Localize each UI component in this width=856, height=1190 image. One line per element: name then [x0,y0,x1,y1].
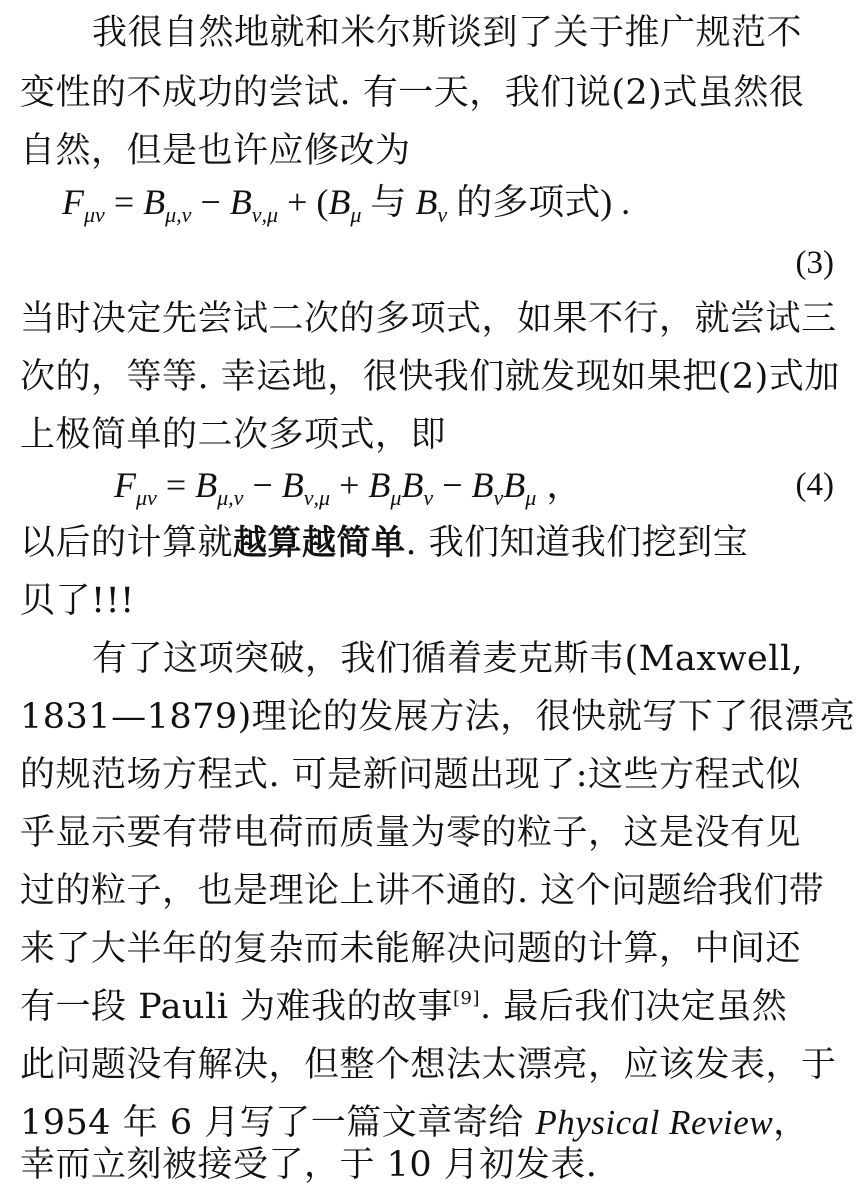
para1-line1: 我很自然地就和米尔斯谈到了关于推广规范不 [92,13,803,53]
para2-line3: 上极简单的二次多项式，即 [20,415,447,455]
para4-line6: 来了大半年的复杂而未能解决问题的计算，中间还 [20,929,802,969]
para3-line2: 贝了!!! [20,581,135,621]
equation-3: $F_{\mu\nu} = B_{\mu,\nu} - B_{\nu,\mu} + (B_\mu$ 与 $B_\nu$ 的多项式) . [62,182,631,227]
para3-line1: 以后的计算就越算越简单. 我们知道我们挖到宝 [20,523,749,563]
citation-reference: [9] [453,988,481,1009]
para4-line8: 此问题没有解决，但整个想法太漂亮，应该发表，于 [20,1045,837,1085]
para4-line3: 的规范场方程式. 可是新问题出现了:这些方程式似 [20,755,802,795]
equation-4-number: (4) [795,467,834,503]
para4-line7: 有一段 Pauli 为难我的故事[9]. 最后我们决定虽然 [20,987,788,1027]
para4-line2: 1831—1879)理论的发展方法，很快就写下了很漂亮 [20,697,856,737]
emphasis-text: 越算越简单 [233,523,406,563]
para1-line2: 变性的不成功的尝试. 有一天，我们说(2)式虽然很 [20,73,805,113]
para4-line4: 乎显示要有带电荷而质量为零的粒子，这是没有见 [20,813,802,853]
equation-3-number: (3) [795,245,834,281]
para1-line3: 自然，但是也许应修改为 [20,131,411,171]
para4-line9: 1954 年 6 月写了一篇文章寄给 Physical Review， [20,1103,809,1143]
para4-line1: 有了这项突破，我们循着麦克斯韦(Maxwell, [92,639,804,679]
equation-4: $F_{\mu\nu} = B_{\mu,\nu} - B_{\nu,\mu} + B_\mu B_\nu - B_\nu B_\mu$ ， [114,465,583,510]
para4-line5: 过的粒子，也是理论上讲不通的. 这个问题给我们带 [20,871,825,911]
para2-line2: 次的，等等. 幸运地，很快我们就发现如果把(2)式加 [20,357,840,397]
para4-line10: 幸而立刻被接受了，于 10 月初发表. [20,1145,598,1185]
para2-line1: 当时决定先尝试二次的多项式，如果不行，就尝试三 [20,299,837,339]
journal-title: Physical Review [535,1103,774,1142]
